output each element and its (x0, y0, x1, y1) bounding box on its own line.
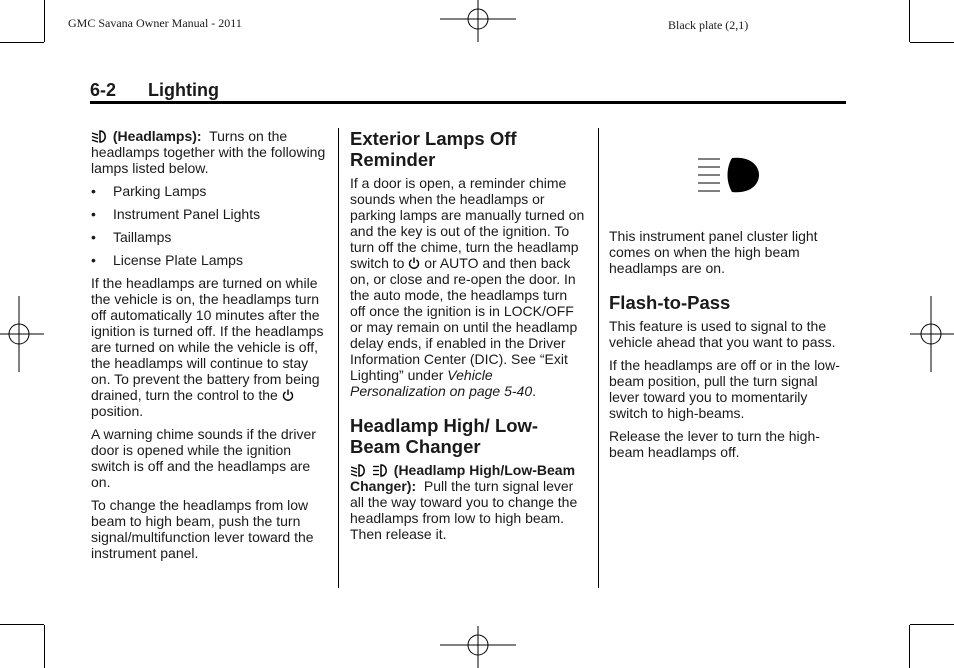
headlamps-text: Turns on the headlamps together with the following lamps listed below. (91, 128, 326, 176)
registration-mark-right (910, 296, 954, 372)
low-beam-icon (350, 464, 368, 477)
reminder-paragraph (350, 175, 586, 399)
flash-purpose-paragraph: This feature is used to signal to the vehicle ahead that you want to pass. (609, 318, 836, 350)
column-3 (609, 228, 845, 467)
reminder-text-a: If a door is open, a reminder chime sounds when the headlamps or parking lamps are manually turned on and the key is out of the ignition. To turn off the chime, turn the headlamp switch to (350, 175, 585, 271)
power-icon (282, 389, 294, 401)
reminder-text-b: or AUTO and then back on, or close and re-open the door. In the auto mode, the headlamps turn off once the ignition is in LOCK/OFF or may remain on until the headlamp delay ends, if enabled in the Driver Information Center (DIC). See “Exit Lighting” under (350, 255, 578, 383)
high-beam-indicator-icon (698, 156, 764, 194)
registration-mark-left (0, 296, 44, 372)
section-title: Lighting (148, 80, 219, 100)
list-item: • Parking Lamps (91, 183, 331, 199)
reminder-end: . (532, 383, 537, 399)
flash-howto-paragraph: If the headlamps are off or in the low-beam position, pull the turn signal lever toward you to momentarily switch to high-beams. (609, 357, 840, 421)
list-item: • License Plate Lamps (91, 252, 331, 268)
cross-reference-link[interactable]: Vehicle Personalization on page 5-40 (350, 367, 533, 399)
registration-mark-bottom (440, 626, 516, 668)
list-item: • Instrument Panel Lights (91, 206, 331, 222)
flash-release-paragraph: Release the lever to turn the high-beam headlamps off. (609, 428, 820, 460)
beam-changer-paragraph (350, 462, 586, 542)
high-beam-icon (372, 464, 390, 477)
column-2 (350, 128, 586, 549)
manual-title: GMC Savana Owner Manual - 2011 (68, 16, 242, 30)
beam-changer-label: (Headlamp High/Low-Beam Changer): (350, 462, 576, 494)
high-beam-paragraph: To change the headlamps from low beam to high beam, push the turn signal/multifunction lever toward the instrument panel. (91, 497, 314, 561)
beam-changer-heading: Headlamp High/ Low-Beam Changer (350, 415, 539, 457)
section-rule (90, 101, 846, 104)
flash-to-pass-heading: Flash-to-Pass (609, 292, 731, 313)
indicator-paragraph: This instrument panel cluster light comes on when the high beam headlamps are on. (609, 228, 818, 276)
auto-off-paragraph (91, 275, 331, 419)
beam-changer-text: Pull the turn signal lever all the way toward you to change the headlamps from low to high beam. Then release it. (350, 478, 578, 542)
headlamps-label: (Headlamps): (112, 128, 202, 144)
power-icon (408, 257, 420, 269)
lamp-list (91, 183, 331, 268)
registration-mark-top (440, 0, 516, 42)
column-divider (338, 128, 339, 588)
exterior-lamps-heading: Exterior Lamps Off Reminder (350, 128, 517, 170)
warning-chime-paragraph: A warning chime sounds if the driver door is opened while the ignition switch is off and the headlamps are on. (91, 426, 316, 490)
auto-off-end: position. (91, 403, 144, 419)
section-heading (90, 80, 219, 101)
list-item: • Taillamps (91, 229, 331, 245)
auto-off-text: If the headlamps are turned on while the vehicle is on, the headlamps turn off automatically 10 minutes after the ignition is turned off. If the headlamps are turned on while the vehicle is off, the headlamps will continue to stay on. To prevent the battery from being drained, turn the control to the (91, 275, 324, 403)
low-beam-icon (91, 130, 109, 143)
headlamps-paragraph (91, 128, 331, 176)
plate-label: Black plate (2,1) (668, 18, 749, 32)
column-1 (91, 128, 331, 568)
section-number: 6-2 (90, 80, 117, 100)
column-divider (598, 128, 599, 588)
